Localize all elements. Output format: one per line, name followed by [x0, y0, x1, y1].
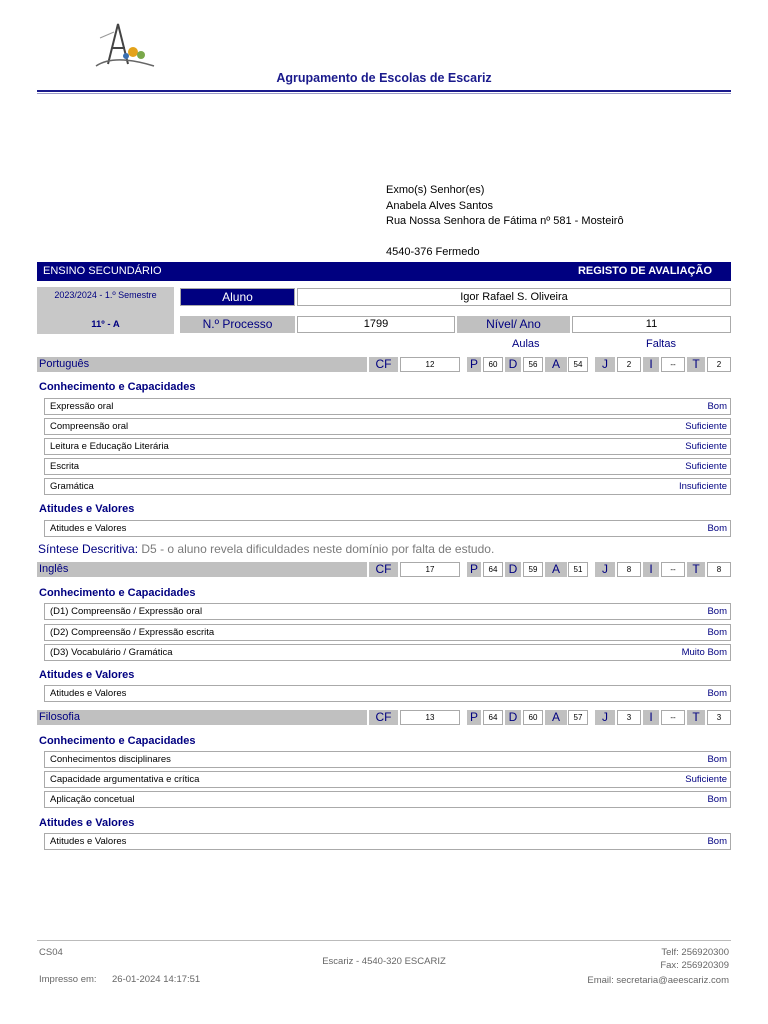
- faltas-header: Faltas: [646, 338, 676, 350]
- document-type: REGISTO DE AVALIAÇÃO: [577, 265, 712, 277]
- class-name: 11º - A: [91, 319, 120, 330]
- criterion-row: [44, 398, 731, 415]
- school-period: 2023/2024 - 1.º Semestre: [54, 290, 157, 300]
- process-label: N.º Processo: [180, 316, 295, 333]
- report-banner: [37, 262, 731, 281]
- period-box: [37, 287, 174, 334]
- footer-phone: Telf: 256920300: [661, 947, 729, 958]
- synthesis-text: D5 - o aluno revela dificuldades neste domínio por falta de estudo.: [141, 542, 495, 556]
- i-value: --: [661, 562, 685, 577]
- i-value: --: [661, 357, 685, 372]
- level-label: Nível/ Ano: [457, 316, 570, 333]
- criterion-row: [44, 751, 731, 768]
- criterion-name: Atitudes e Valores: [50, 836, 127, 847]
- j-label: J: [595, 562, 615, 577]
- p-label: P: [467, 562, 481, 577]
- recipient-postal: 4540-376 Fermedo: [386, 246, 480, 258]
- subject-name: Filosofia: [37, 710, 367, 725]
- d-value: 56: [523, 357, 543, 372]
- a-value: 57: [568, 710, 588, 725]
- p-value: 60: [483, 357, 503, 372]
- criterion-name: Gramática: [50, 481, 94, 492]
- header-divider-thin: [37, 93, 731, 94]
- criterion-name: (D3) Vocabulário / Gramática: [50, 647, 173, 658]
- section-title: Atitudes e Valores: [39, 817, 135, 829]
- criterion-grade: Suficiente: [685, 441, 727, 452]
- criterion-row: [44, 791, 731, 808]
- process-number: 1799: [297, 316, 455, 333]
- criterion-name: Capacidade argumentativa e crítica: [50, 774, 200, 785]
- aulas-header: Aulas: [512, 338, 540, 350]
- section-title: Conhecimento e Capacidades: [39, 587, 196, 599]
- j-label: J: [595, 710, 615, 725]
- criterion-name: Escrita: [50, 461, 80, 472]
- subject-header: [37, 562, 731, 577]
- criterion-grade: Bom: [707, 794, 727, 805]
- a-value: 51: [568, 562, 588, 577]
- synthesis-label: Síntese Descritiva:: [38, 542, 139, 556]
- d-label: D: [505, 710, 521, 725]
- cf-label: CF: [369, 357, 398, 372]
- criterion-row: [44, 644, 731, 661]
- criterion-grade: Suficiente: [685, 421, 727, 432]
- cf-value: 13: [400, 710, 460, 725]
- header-divider: [37, 90, 731, 92]
- a-label: A: [545, 357, 567, 372]
- criterion-grade: Suficiente: [685, 461, 727, 472]
- criterion-row: [44, 478, 731, 495]
- criterion-grade: Bom: [707, 754, 727, 765]
- i-label: I: [643, 562, 659, 577]
- criterion-row: [44, 458, 731, 475]
- a-label: A: [545, 562, 567, 577]
- criterion-name: Compreensão oral: [50, 421, 129, 432]
- criterion-name: Leitura e Educação Literária: [50, 441, 169, 452]
- criterion-grade: Bom: [707, 606, 727, 617]
- criterion-grade: Insuficiente: [678, 481, 727, 492]
- p-label: P: [467, 710, 481, 725]
- education-level: ENSINO SECUNDÁRIO: [43, 265, 162, 277]
- d-label: D: [505, 562, 521, 577]
- j-label: J: [595, 357, 615, 372]
- i-value: --: [661, 710, 685, 725]
- d-value: 60: [523, 710, 543, 725]
- j-value: 2: [617, 357, 641, 372]
- cf-label: CF: [369, 562, 398, 577]
- t-label: T: [687, 710, 705, 725]
- t-label: T: [687, 357, 705, 372]
- subject-header: [37, 710, 731, 725]
- descriptive-synthesis: [38, 542, 494, 556]
- cf-value: 12: [400, 357, 460, 372]
- t-value: 3: [707, 710, 731, 725]
- section-title: Conhecimento e Capacidades: [39, 735, 196, 747]
- printed-date: 26-01-2024 14:17:51: [112, 974, 201, 985]
- criterion-name: Atitudes e Valores: [50, 523, 127, 534]
- school-logo: [88, 18, 158, 70]
- criterion-row: [44, 603, 731, 620]
- criterion-grade: Bom: [707, 523, 727, 534]
- criterion-name: Expressão oral: [50, 401, 114, 412]
- student-name: Igor Rafael S. Oliveira: [297, 288, 731, 306]
- subject-header: [37, 357, 731, 372]
- i-label: I: [643, 357, 659, 372]
- p-value: 64: [483, 562, 503, 577]
- criterion-grade: Bom: [707, 688, 727, 699]
- section-title: Conhecimento e Capacidades: [39, 381, 196, 393]
- t-value: 2: [707, 357, 731, 372]
- recipient-street: Rua Nossa Senhora de Fátima nº 581 - Mosteirô: [386, 215, 624, 227]
- j-value: 8: [617, 562, 641, 577]
- footer-address: Escariz - 4540-320 ESCARIZ: [322, 956, 446, 967]
- student-label: Aluno: [180, 288, 295, 306]
- criterion-grade: Bom: [707, 836, 727, 847]
- d-label: D: [505, 357, 521, 372]
- footer-divider: [37, 940, 731, 941]
- criterion-row: [44, 418, 731, 435]
- a-label: A: [545, 710, 567, 725]
- criterion-row: [44, 438, 731, 455]
- criterion-name: Conhecimentos disciplinares: [50, 754, 171, 765]
- criterion-name: Atitudes e Valores: [50, 688, 127, 699]
- p-value: 64: [483, 710, 503, 725]
- cf-label: CF: [369, 710, 398, 725]
- t-label: T: [687, 562, 705, 577]
- p-label: P: [467, 357, 481, 372]
- recipient-name: Anabela Alves Santos: [386, 199, 494, 212]
- criterion-row: [44, 771, 731, 788]
- criterion-row: [44, 520, 731, 537]
- criterion-grade: Bom: [707, 627, 727, 638]
- criterion-grade: Bom: [707, 401, 727, 412]
- d-value: 59: [523, 562, 543, 577]
- criterion-grade: Muito Bom: [681, 647, 727, 658]
- subject-name: Inglês: [37, 562, 367, 577]
- level-value: 11: [572, 316, 731, 333]
- section-title: Atitudes e Valores: [39, 503, 135, 515]
- school-name: Agrupamento de Escolas de Escariz: [276, 71, 492, 85]
- section-title: Atitudes e Valores: [39, 669, 135, 681]
- criterion-row: [44, 624, 731, 641]
- subject-name: Português: [37, 357, 367, 372]
- j-value: 3: [617, 710, 641, 725]
- criterion-name: (D1) Compreensão / Expressão oral: [50, 606, 203, 617]
- recipient-salutation: Exmo(s) Senhor(es): [386, 184, 485, 196]
- printed-label: Impresso em:: [39, 974, 97, 985]
- recipient-address: [386, 183, 624, 261]
- document-code: CS04: [39, 947, 63, 958]
- i-label: I: [643, 710, 659, 725]
- criterion-row: [44, 685, 731, 702]
- footer-email: Email: secretaria@aeescariz.com: [587, 975, 729, 986]
- footer-fax: Fax: 256920309: [660, 960, 729, 971]
- criterion-name: Aplicação concetual: [50, 794, 135, 805]
- a-value: 54: [568, 357, 588, 372]
- criterion-name: (D2) Compreensão / Expressão escrita: [50, 627, 215, 638]
- criterion-row: [44, 833, 731, 850]
- t-value: 8: [707, 562, 731, 577]
- cf-value: 17: [400, 562, 460, 577]
- criterion-grade: Suficiente: [685, 774, 727, 785]
